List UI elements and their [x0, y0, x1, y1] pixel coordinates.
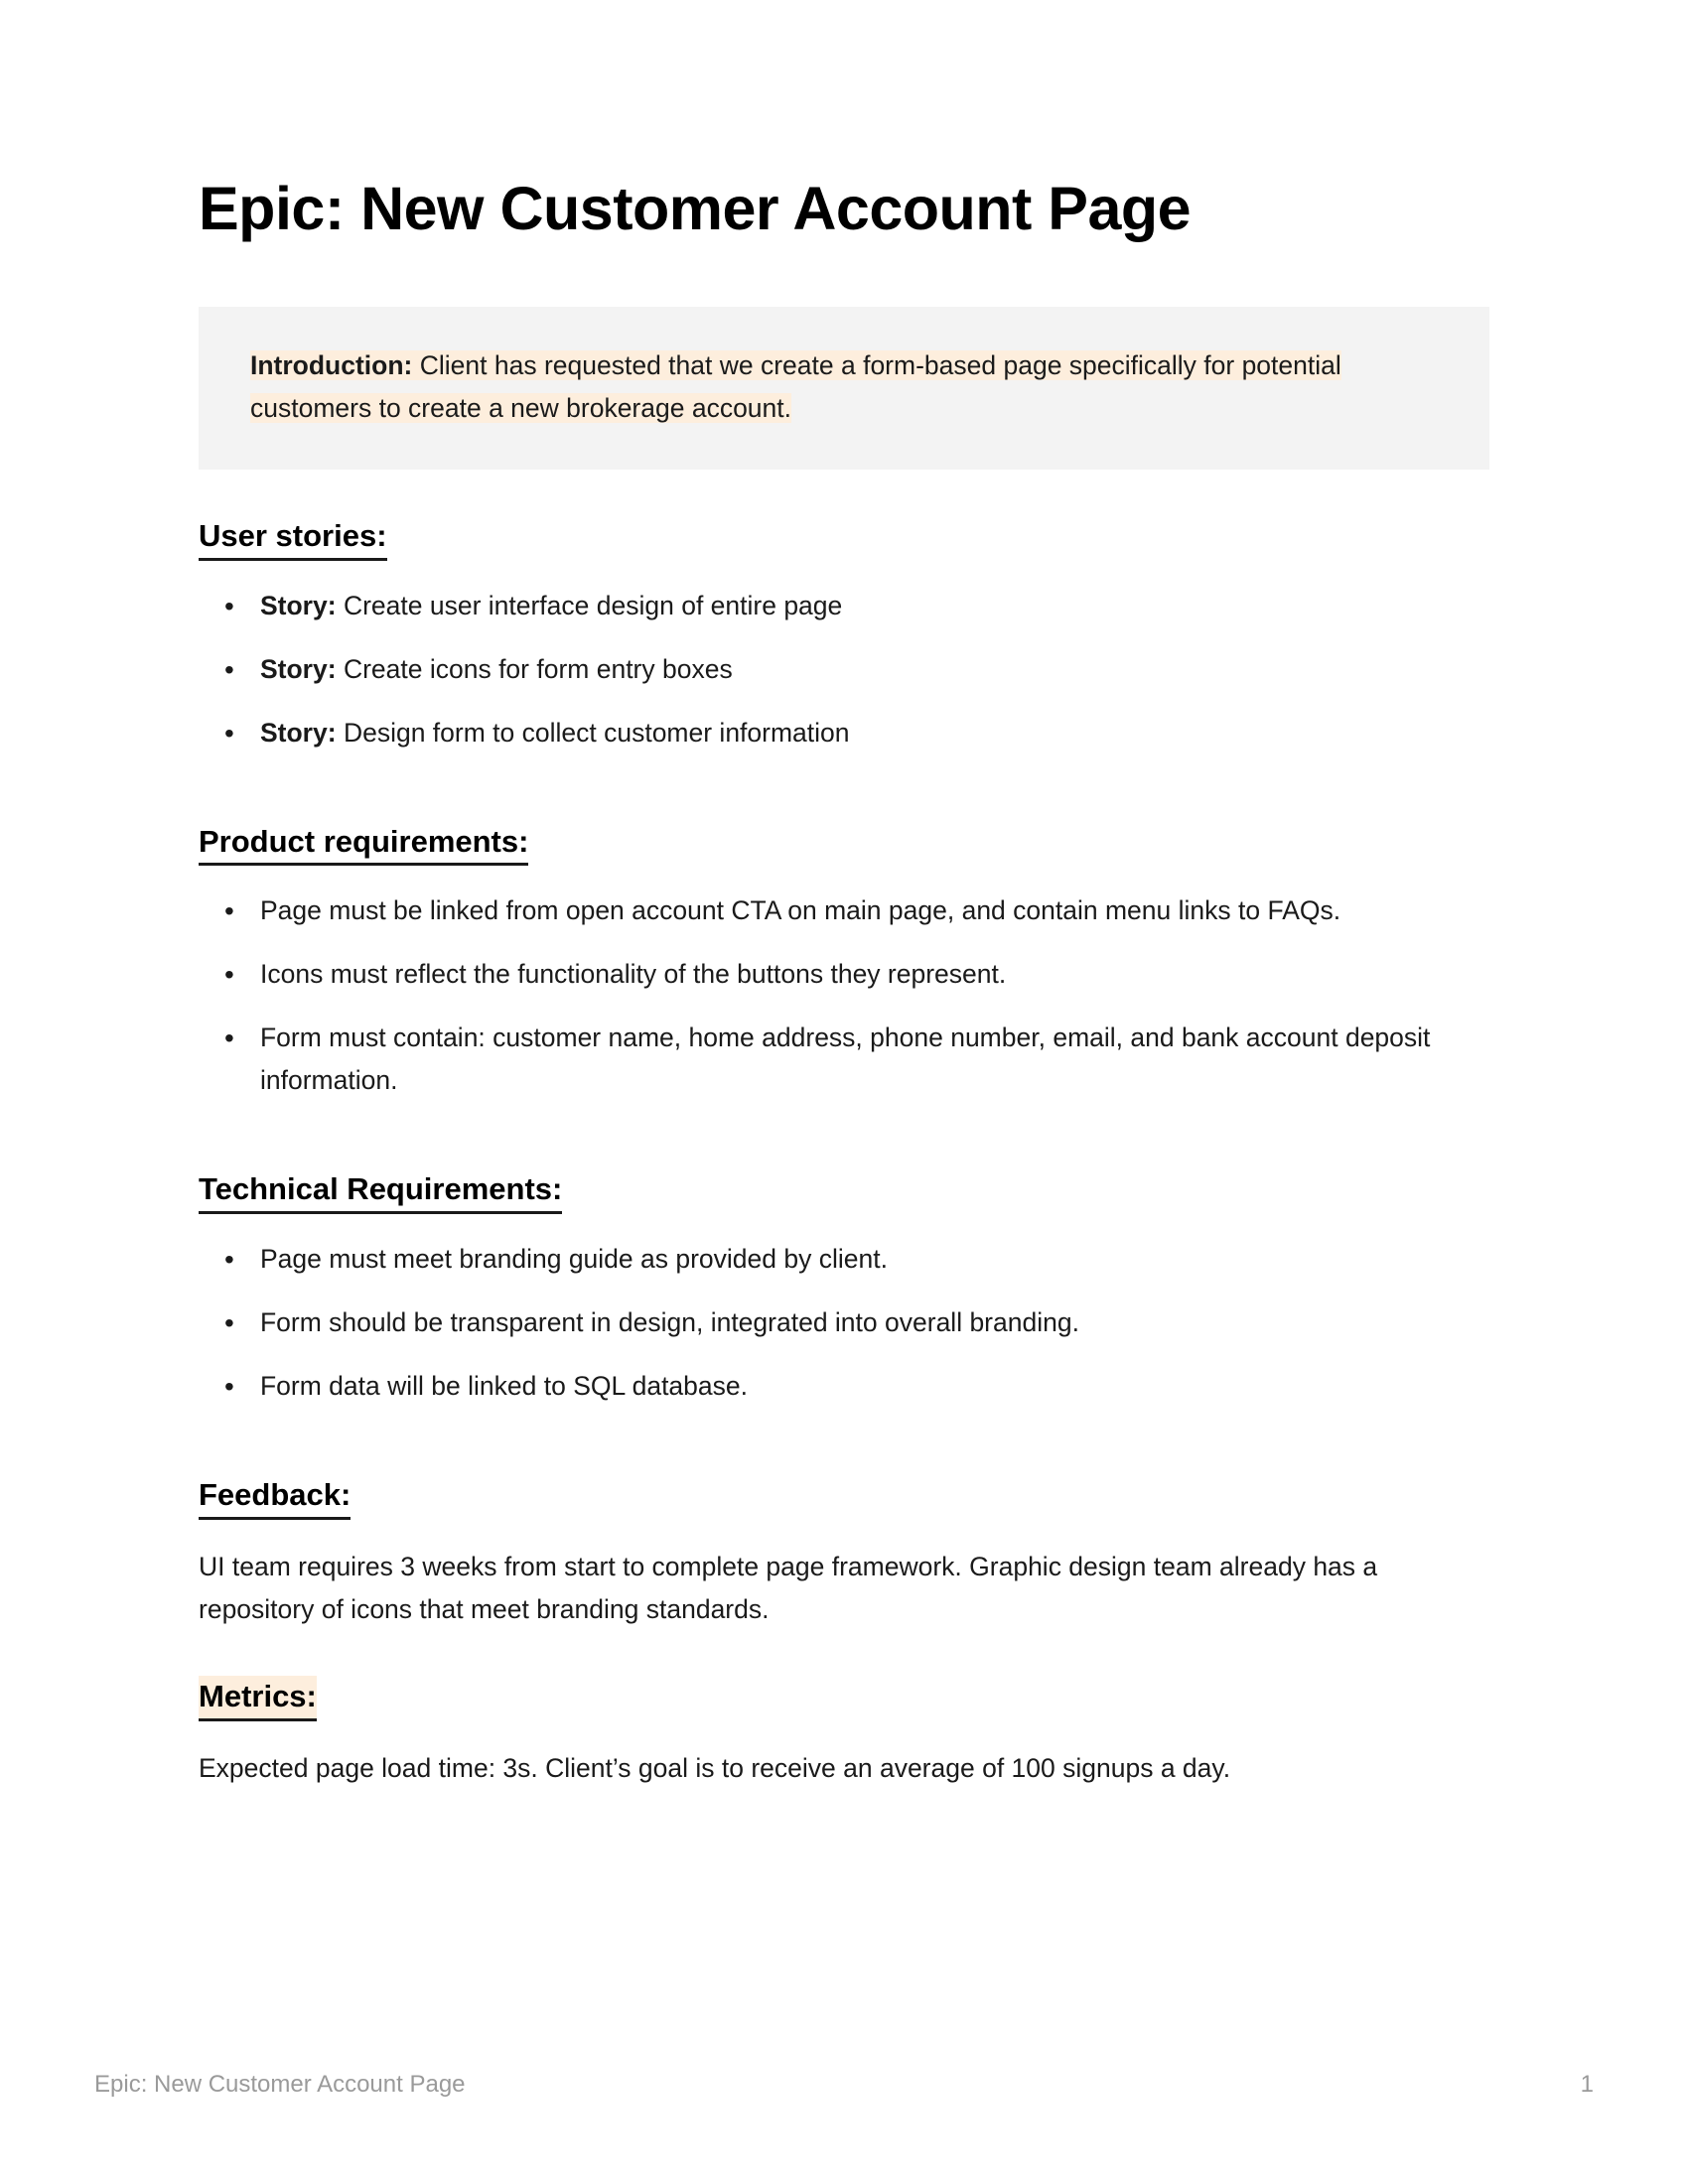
section-metrics	[199, 1630, 1489, 1790]
list-item	[260, 1301, 1489, 1344]
list-item-text: Design form to collect customer information	[336, 717, 850, 748]
list-item-label: Story:	[260, 590, 337, 620]
list-item-label: Story:	[260, 653, 337, 684]
section-heading-product-requirements: Product requirements:	[199, 821, 528, 867]
feedback-paragraph: UI team requires 3 weeks from start to complete page framework. Graphic design team already has a repository of icons that meet branding standards.	[199, 1551, 1378, 1624]
list-item-text: Icons must reflect the functionality of the buttons they represent.	[260, 959, 1007, 990]
list-item	[260, 585, 1489, 627]
page-title: Epic: New Customer Account Page	[199, 175, 1192, 242]
introduction-callout	[199, 307, 1489, 470]
section-heading-technical-requirements: Technical Requirements:	[199, 1168, 562, 1214]
page-footer	[94, 2071, 1594, 2099]
introduction-body: Client has requested that we create a form-based page specifically for potential customers to create a new brokerage account.	[250, 350, 1341, 424]
section-product-requirements	[199, 775, 1489, 1103]
introduction-text	[250, 344, 1438, 430]
user-stories-list	[199, 585, 1489, 754]
list-item-text: Create icons for form entry boxes	[336, 653, 733, 684]
list-item	[260, 1365, 1489, 1408]
section-user-stories	[199, 470, 1489, 754]
footer-document-title: Epic: New Customer Account Page	[94, 2071, 466, 2098]
footer-page-number: 1	[1580, 2071, 1594, 2098]
list-item	[260, 889, 1489, 932]
technical-requirements-list	[199, 1238, 1489, 1408]
section-heading-user-stories: User stories:	[199, 515, 387, 561]
list-item-text: Form data will be linked to SQL database.	[260, 1370, 749, 1401]
list-item-text: Form must contain: customer name, home address, phone number, email, and bank account deposit information.	[260, 1023, 1431, 1096]
list-item-label: Story:	[260, 717, 337, 748]
list-item	[260, 1238, 1489, 1281]
section-heading-feedback: Feedback:	[199, 1474, 351, 1520]
list-item-text: Page must meet branding guide as provided by client.	[260, 1243, 888, 1274]
list-item	[260, 648, 1489, 691]
section-feedback	[199, 1429, 1489, 1631]
section-heading-metrics: Metrics:	[199, 1676, 317, 1721]
introduction-label: Introduction:	[250, 350, 413, 381]
metrics-paragraph: Expected page load time: 3s. Client’s goal is to receive an average of 100 signups a day.	[199, 1753, 1231, 1784]
product-requirements-list	[199, 889, 1489, 1102]
list-item	[260, 1017, 1489, 1102]
list-item	[260, 712, 1489, 754]
list-item	[260, 953, 1489, 996]
list-item-text: Create user interface design of entire page	[336, 590, 843, 620]
list-item-text: Form should be transparent in design, integrated into overall branding.	[260, 1306, 1079, 1337]
list-item-text: Page must be linked from open account CTA on main page, and contain menu links to FAQs.	[260, 895, 1341, 926]
section-technical-requirements	[199, 1123, 1489, 1408]
